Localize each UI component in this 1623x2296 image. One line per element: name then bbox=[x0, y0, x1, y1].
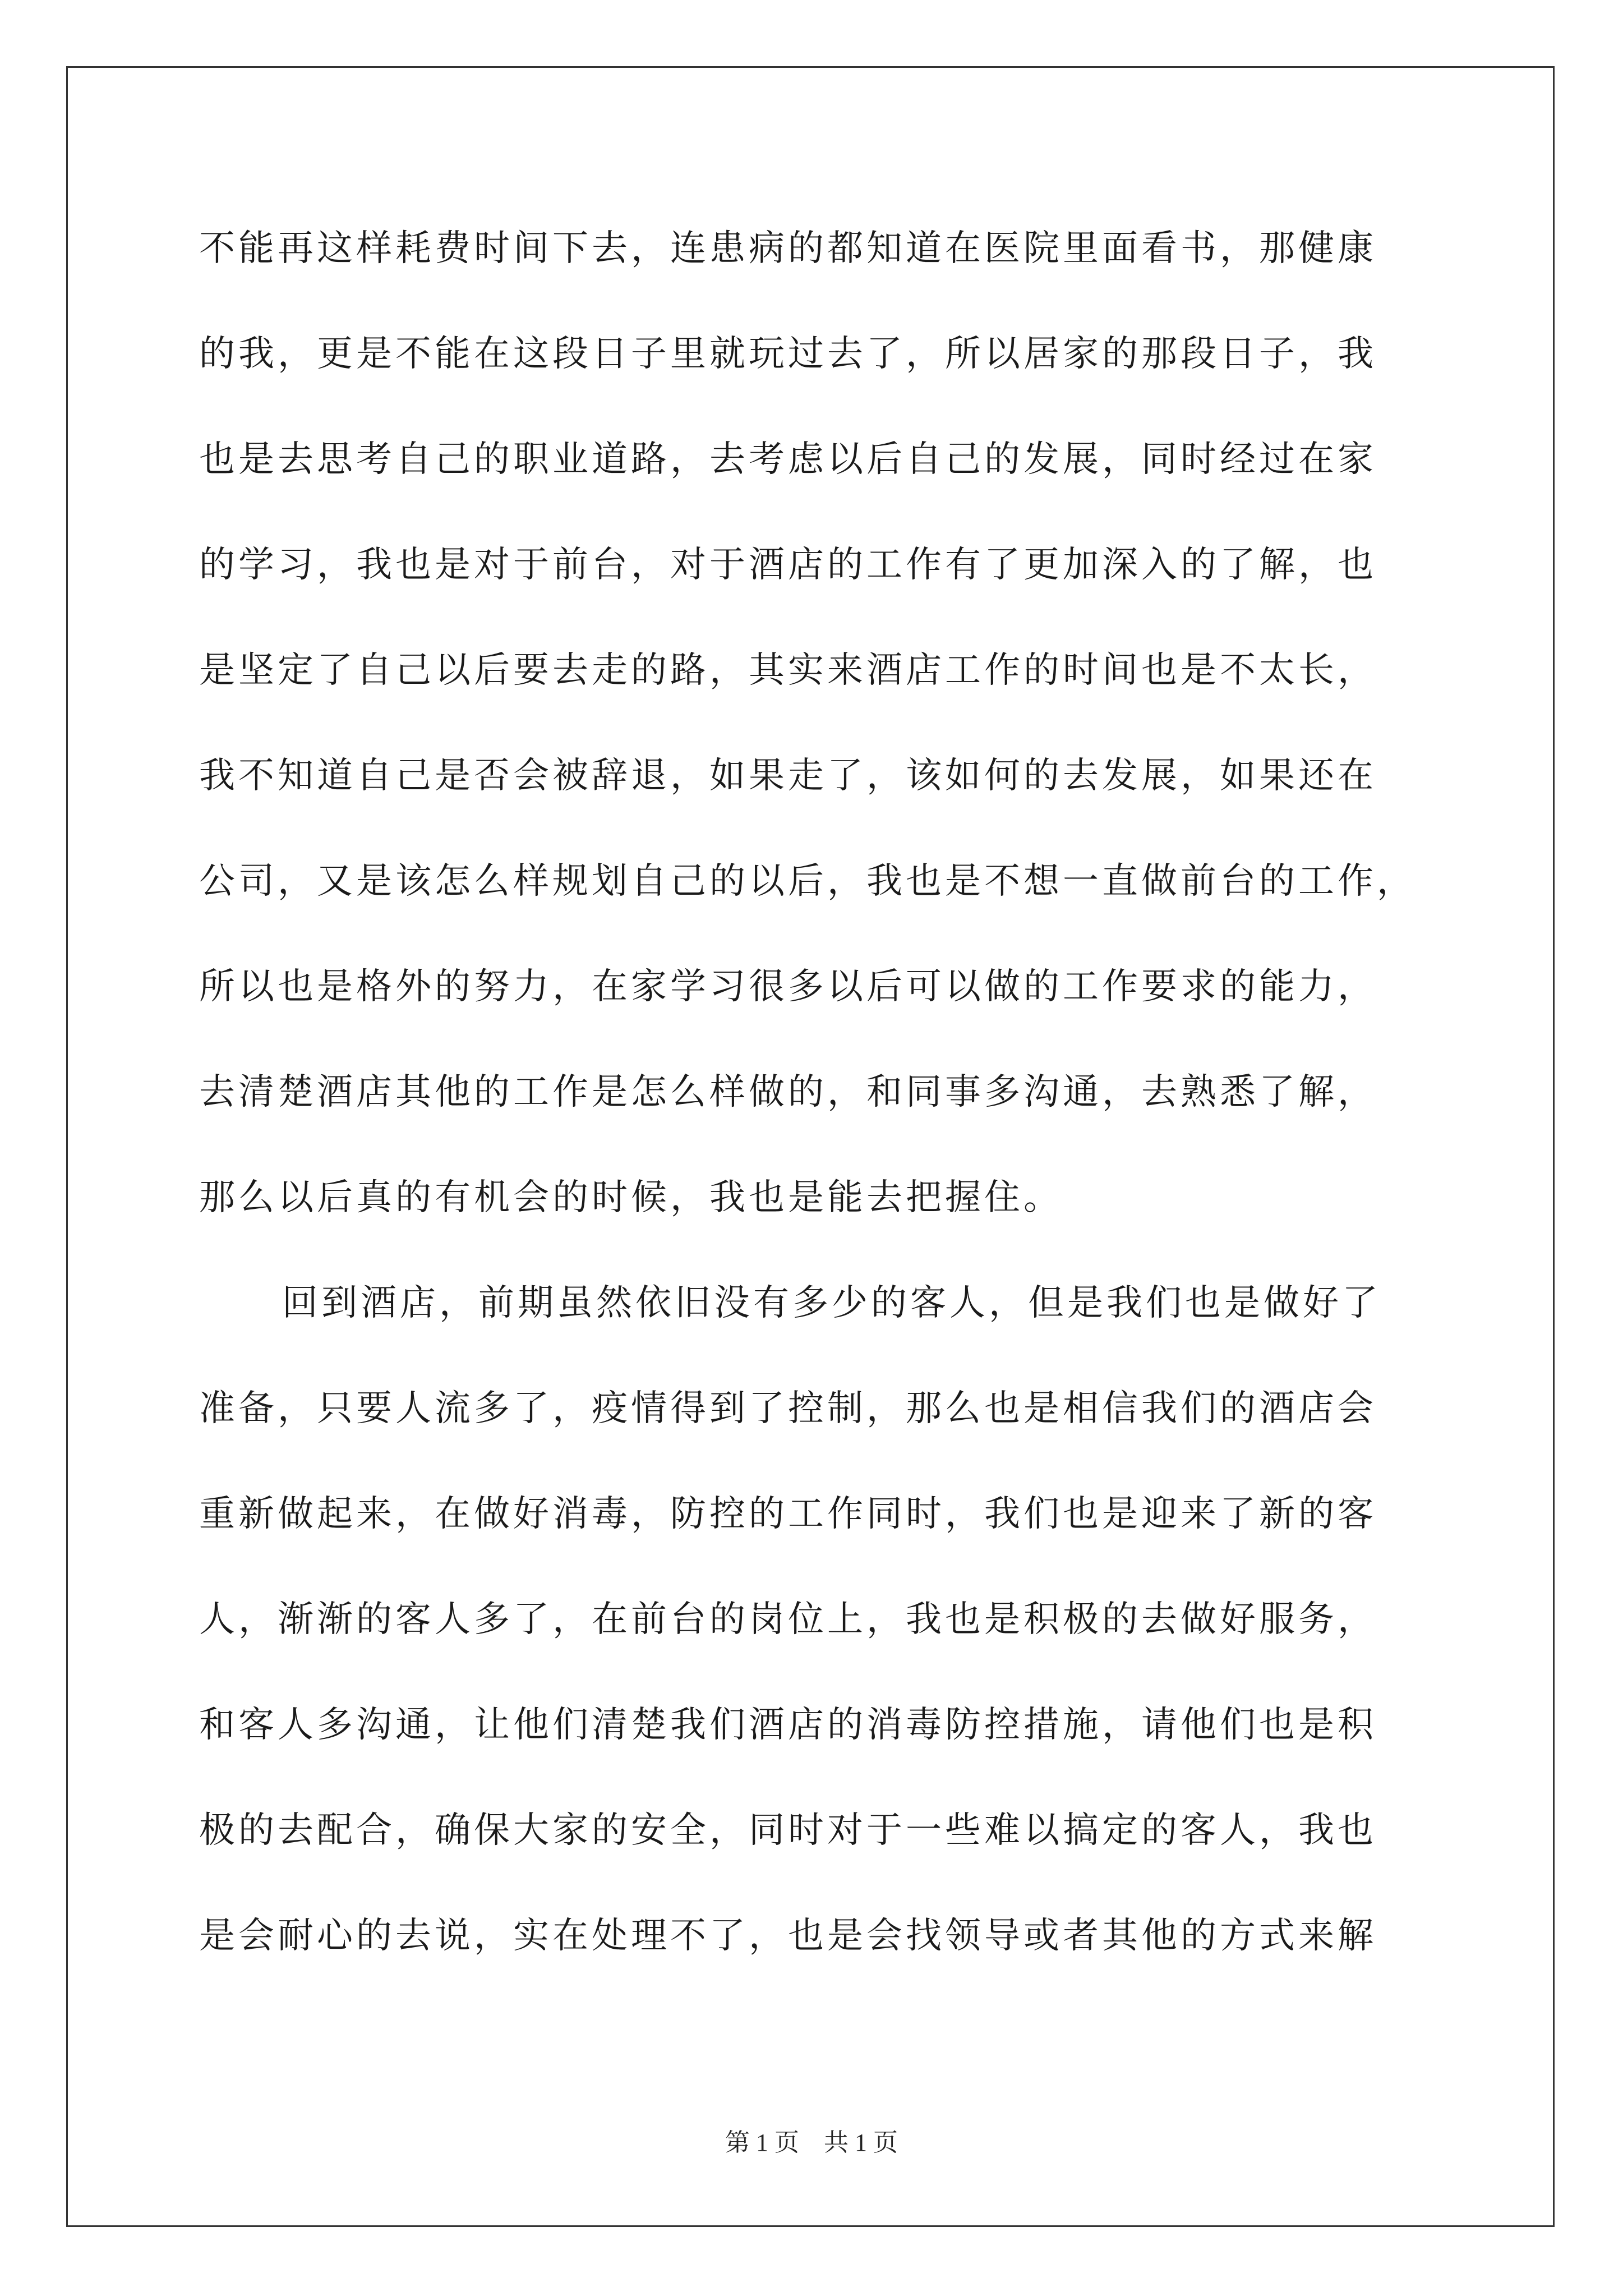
text-line: 不能再这样耗费时间下去，连患病的都知道在医院里面看书，那健康 bbox=[199, 228, 1377, 269]
text-line: 的学习，我也是对于前台，对于酒店的工作有了更加深入的了解，也 bbox=[199, 544, 1377, 586]
text-line: 是会耐心的去说，实在处理不了，也是会找领导或者其他的方式来解 bbox=[199, 1915, 1377, 1957]
text-line: 我不知道自己是否会被辞退，如果走了，该如何的去发展，如果还在 bbox=[199, 755, 1377, 797]
text-line: 准备，只要人流多了，疫情得到了控制，那么也是相信我们的酒店会 bbox=[199, 1388, 1377, 1429]
text-line: 去清楚酒店其他的工作是怎么样做的，和同事多沟通，去熟悉了解， bbox=[199, 1071, 1377, 1113]
text-line: 所以也是格外的努力，在家学习很多以后可以做的工作要求的能力， bbox=[199, 966, 1377, 1007]
text-line: 人，渐渐的客人多了，在前台的岗位上，我也是积极的去做好服务， bbox=[199, 1599, 1377, 1640]
paragraph-first-line: 回到酒店，前期虽然依旧没有多少的客人，但是我们也是做好了 bbox=[282, 1282, 1381, 1324]
page-footer: 第 1 页 共 1 页 bbox=[725, 2129, 898, 2156]
text-line: 重新做起来，在做好消毒，防控的工作同时，我们也是迎来了新的客 bbox=[199, 1493, 1377, 1535]
text-line: 是坚定了自己以后要去走的路，其实来酒店工作的时间也是不太长， bbox=[199, 650, 1377, 691]
text-line: 也是去思考自己的职业道路，去考虑以后自己的发展，同时经过在家 bbox=[199, 439, 1377, 480]
text-line: 和客人多沟通，让他们清楚我们酒店的消毒防控措施，请他们也是积 bbox=[199, 1704, 1377, 1746]
text-line: 极的去配合，确保大家的安全，同时对于一些难以搞定的客人，我也 bbox=[199, 1810, 1377, 1851]
text-line: 公司，又是该怎么样规划自己的以后，我也是不想一直做前台的工作， bbox=[199, 861, 1416, 902]
text-line: 那么以后真的有机会的时候，我也是能去把握住。 bbox=[199, 1177, 1063, 1218]
text-line: 的我，更是不能在这段日子里就玩过去了，所以居家的那段日子，我 bbox=[199, 333, 1377, 375]
